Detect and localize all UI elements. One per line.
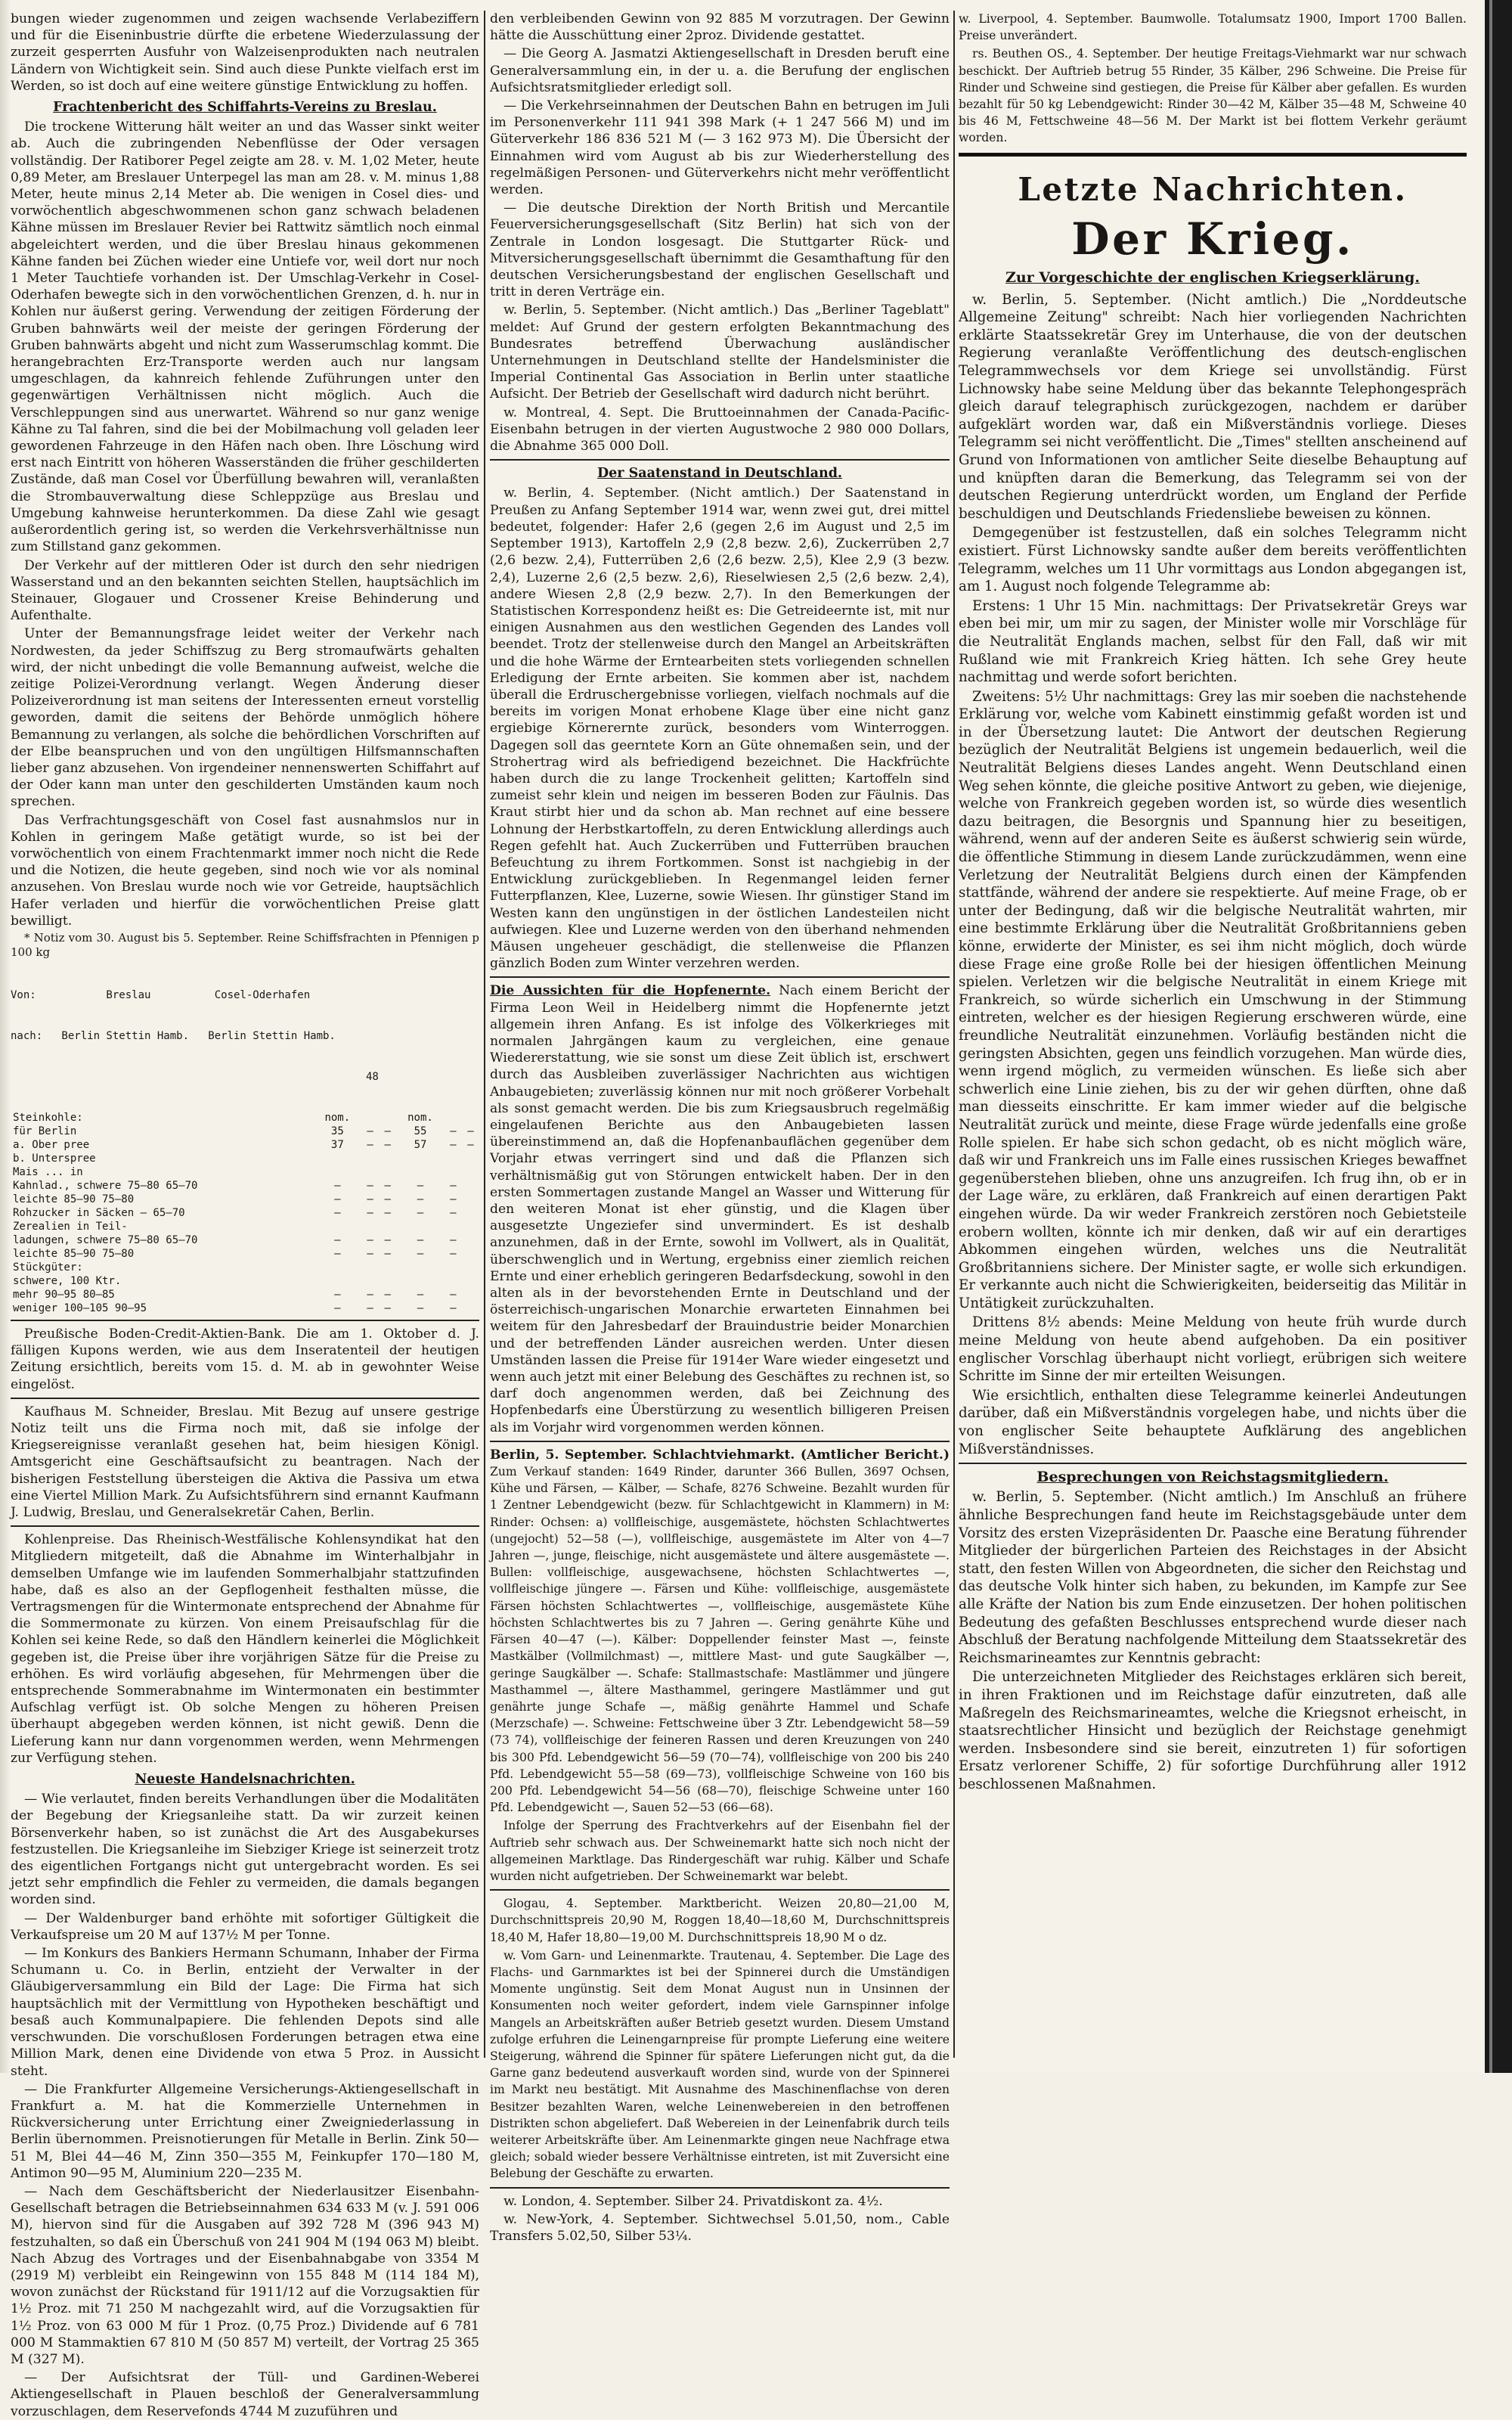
freight-table-cell bbox=[462, 1302, 479, 1315]
divider bbox=[490, 1889, 950, 1891]
freight-table-cell: für Berlin bbox=[13, 1125, 77, 1137]
freight-table-cell bbox=[462, 1220, 479, 1233]
freight-table-cell: Zerealien in Teil- bbox=[13, 1220, 128, 1233]
freight-table-cell bbox=[396, 1152, 445, 1165]
freight-table-cell: — bbox=[367, 1206, 373, 1219]
article-body bbox=[959, 291, 1467, 1459]
article-subtitle: Zur Vorgeschichte der englischen Kriegserklärung. bbox=[1005, 268, 1420, 286]
freight-table-cell: — bbox=[450, 1179, 457, 1192]
divider bbox=[490, 2187, 950, 2189]
freight-table-cell bbox=[379, 1274, 396, 1288]
article-text: Kohlenpreise. Das Rheinisch-Westfälische Kohlensyndikat hat den Mitgliedern mitgeteilt, daß die Abnahme im Winterhalbjahr in demselben Umfange wie im laufenden Sommerhalbjahr stattzufinden habe, daß es also an der Gepflogenheit festhalten müsse, die Vertragsmengen für die Wintermonate entsprechend der Abnahme für die Sommermonate zu kürzen. Von einem Preisaufschlag für die Kohlen sei keine Rede, so daß den Händlern keinerlei die Möglichkeit gegeben ist, die Preise über ihre vorjährigen Sätze für die Preise zu erhöhen. Es wird vorläufig abgesehen, für Mehrmengen über die entsprechende Sommerabnahme im Wintermonaten ein bestimmter Aufschlag verfügt ist. Ob solche Mengen zu höheren Preisen überhaupt abgegeben werden können, ist nicht gewiß. Denn die Lieferung kann nur dann vorgenommen werden, wenn Mehrmengen zur Verfügung stehen. bbox=[11, 1532, 479, 1766]
freight-table-cell bbox=[462, 1165, 479, 1179]
article-text: — Im Konkurs des Bankiers Hermann Schumann, Inhaber der Firma Schumann u. Co. in Berlin, entzieht der Verwalter in der Gläubigerversammlung ein Bild der Lage: Die Firma hat sich hauptsächlich mit der Vermittlung von Hypotheken beschäftigt und besaß auch Kommunalpapiere. Die fehlenden Depots sind alle verschwunden. Die vorschußlosen Forderungen betragen etwa eine Million Mark, denen eine Dividende von etwa 5 Proz. in Aussicht steht. bbox=[11, 1946, 479, 2079]
freight-table-cell: Kahnlad., schwere 75—80 65—70 bbox=[13, 1179, 198, 1192]
article-text: Das Verfrachtungsgeschäft von Cosel fast ausnahmslos nur in Kohlen in geringem Maße getätigt wurde, so ist bei der vorwöchentlich von einem Frachtenmarkt immer noch nicht die Rede und die Notizen, die heute gegeben, sind noch wie vor als nominal anzusehen. Von Breslau wurde noch wie vor Getreide, hauptsächlich Hafer verladen und hierfür die vorwöchentlichen Preise glatt bewilligt. bbox=[11, 812, 479, 929]
article-text bbox=[490, 982, 950, 1435]
section-title: Letzte Nachrichten. bbox=[1018, 170, 1408, 208]
freight-table-cell: b. Unterspree bbox=[13, 1152, 96, 1165]
article-text: Erstens: 1 Uhr 15 Min. nachmittags: Der Privatsekretär Greys war eben bei mir, um mir zu sagen, der Minister wolle mir Vorschläge für die Neutralität Englands machen, selbst für den Fall, daß wir mit Rußland wie mit Frankreich Krieg hätten. Ich sehe Grey heute nachmittag und werde sofort berichten. bbox=[959, 597, 1467, 686]
divider bbox=[11, 1525, 479, 1527]
freight-table-cell: — bbox=[450, 1193, 457, 1205]
freight-table-cell bbox=[462, 1288, 479, 1302]
freight-table-row bbox=[11, 1206, 479, 1220]
article-text: w. New-York, 4. September. Sichtwechsel 5.01,50, nom., Cable Transfers 5.02,50, Silber 53¼. bbox=[490, 2211, 950, 2244]
freight-table-row bbox=[11, 1152, 479, 1165]
column-3 bbox=[959, 11, 1467, 2058]
section-heading: Der Saatenstand in Deutschland. bbox=[596, 466, 843, 482]
freight-table-cell: — bbox=[384, 1206, 391, 1219]
section-title: Der Krieg. bbox=[1071, 213, 1354, 265]
article-text: w. Berlin, 4. September. (Nicht amtlich.) Der Saatenstand in Preußen zu Anfang September 1914 war, wenn zwei gut, drei mittel bedeutet, folgender: Hafer 2,6 (gegen 2,6 im August und 2,5 im September 1913), Kartoffeln 2,9 (2,8 bezw. 2,6), Zuckerrüben 2,7 (2,6 bezw. 2,4), Futterrüben 2,6 (2,6 bezw. 2,5), Klee 2,9 (3 bezw. 2,4), Luzerne 2,6 (2,5 bezw. 2,6), Rieselwiesen 2,5 (2,6 bezw. 2,4), andere Wiesen 2,8 (2,9 bezw. 2,7). In den Bemerkungen der Statistischen Korrespondenz heißt es: Die Getreideernte ist, mit nur einigen Ausnahmen aus den westlichen Gegenden des Landes voll beendet. Trotz der stellenweise durch den Mangel an Arbeitskräften und die hohe Wärme der Erntearbeiten stets vorliegenden schnellen Erledigung der Ernte arbeiten. Sie kommen aber ist, nachdem überall die Erdruschergebnisse vorliegen, vielfach nochmals auf die bereits im vorigen Monat erhobene Klage über eine nicht ganz ergiebige Körnerernte zurück, besonders vom Winterroggen. Dagegen soll das geerntete Korn an Güte ohnemaßen sein, und der Strohertrag wird als befriedigend bezeichnet. Die Hackfrüchte haben durch die zu lange Trockenheit gelitten; Kartoffeln sind zumeist sehr klein und neigen im besseren Boden zur Fäulnis. Das Kraut stirbt hier und da schon ab. Man rechnet auf eine bessere Lohnung der Herbstkartoffeln, zu deren Entwicklung allerdings auch Regen gefehlt hat. Auch Zuckerrüben und Futterrüben brauchen Befeuchtung zu ihrem Fortkommen. Sonst ist nachgiebig in der Entwicklung zurückgeblieben. In Regenmangel leiden ferner Futterpflanzen, Klee, Luzerne, sowie Wiesen. Ihr günstiger Stand im Westen kann den ungünstigen in der östlichen Landesteilen nicht aufwiegen. Klee und Luzerne werden von den überhand nehmenden Mäusen ungeheuer geschädigt, die stellenweise die Pflanzen gänzlich Boden zum Winter verzehren werden. bbox=[490, 486, 950, 972]
freight-table-cell: — bbox=[384, 1233, 391, 1246]
freight-table-cell: — bbox=[367, 1138, 373, 1151]
freight-table-cell: 57 bbox=[414, 1138, 427, 1151]
freight-table-cell bbox=[379, 1152, 396, 1165]
freight-table-cell bbox=[361, 1261, 379, 1274]
freight-table-row bbox=[11, 1233, 479, 1247]
freight-table-cell bbox=[445, 1261, 462, 1274]
article-text: Wie ersichtlich, enthalten diese Telegramme keinerlei Andeutungen darüber, daß ein Mißverständnis vorgelegen habe, und nichts über die von englischer Seite behauptete Aufklärung des angeblichen Mißverständnisses. bbox=[959, 1387, 1467, 1457]
freight-table-cell bbox=[462, 1261, 479, 1274]
freight-table-cell: — bbox=[334, 1193, 341, 1205]
freight-table-row bbox=[11, 1165, 479, 1179]
freight-table-row bbox=[11, 1302, 479, 1315]
article-text: — Die Verkehrseinnahmen der Deutschen Bahn en betrugen im Juli im Personenverkehr 111 941 398 Mark (+ 1 247 566 M) und im Güterverkehr 186 836 521 M (— 3 162 973 M). Die Übersicht der Einnahmen wird vom August ab bis zur Wiederherstellung des regelmäßigen Personen- und Güterverkehrs nicht mehr veröffentlicht werden. bbox=[490, 98, 950, 198]
freight-table-cell: — bbox=[417, 1206, 424, 1219]
article-text: Die unterzeichneten Mitglieder des Reichstages erklären sich bereit, in ihren Fraktionen und im Reichstage dafür einzutreten, daß alle Maßregeln des Reichsmarineamtes, welche die Kriegsnot erheischt, in staatsrechtlicher Hinsicht und bezüglich der Reichstage genehmigt werden. Insbesondere sind sie bereit, einzutreten 1) für sofortigen Ersatz verlorener Schiffe, 2) für sofortige Durchführung aller 1912 beschlossenen Maßnahmen. bbox=[959, 1669, 1467, 1792]
freight-table-cell bbox=[445, 1274, 462, 1288]
article-text: rs. Beuthen OS., 4. September. Der heutige Freitags-Viehmarkt war nur schwach beschickt. Der Auftrieb betrug 55 Rinder, 35 Kälber, 296 Schweine. Die Preise für Rinder und Schweine sind gestiegen, die Preise für Kälber aber gefallen. Es wurden bezahlt für 50 kg Lebendgewicht: Rinder 30—42 M, Kälber 35—48 M, Schweine 40 bis 46 M, Fettschweine 48—56 M. Der Markt ist bei flottem Verkehr geräumt worden. bbox=[959, 47, 1467, 145]
freight-table-cell: leichte 85—90 75—80 bbox=[13, 1247, 135, 1260]
freight-table-cell: — bbox=[450, 1247, 457, 1260]
article-text: den verbleibenden Gewinn von 92 885 M vorzutragen. Der Gewinn hätte die Ausschüttung einer 2proz. Dividende gestattet. bbox=[490, 11, 950, 44]
freight-table-cell bbox=[462, 1152, 479, 1165]
freight-table-cell: leichte 85—90 75—80 bbox=[13, 1193, 135, 1205]
divider bbox=[490, 459, 950, 461]
freight-table-cell bbox=[462, 1111, 479, 1125]
article-text: Infolge der Sperrung des Frachtverkehrs auf der Eisenbahn fiel der Auftrieb sehr schwach aus. Der Schweinemarkt hatte sich noch nicht der allgemeinen Marktlage. Das Rindergeschäft war ruhig. Kälber und Schafe wurden nicht aufgetrieben. Der Schweinemarkt war belebt. bbox=[490, 1819, 950, 1883]
freight-table-cell bbox=[396, 1220, 445, 1233]
freight-table-cell: — bbox=[417, 1302, 424, 1314]
freight-header-line: nach: Berlin Stettin Hamb. Berlin Stettin Hamb. bbox=[11, 1029, 336, 1042]
freight-table-cell bbox=[445, 1165, 462, 1179]
freight-table-cell: — bbox=[384, 1179, 391, 1192]
freight-table-cell bbox=[361, 1111, 379, 1125]
freight-table-row bbox=[11, 1193, 479, 1206]
freight-table-cell bbox=[462, 1247, 479, 1261]
freight-table-cell bbox=[462, 1193, 479, 1206]
freight-table-cell: — bbox=[367, 1179, 373, 1192]
divider bbox=[490, 1441, 950, 1442]
freight-table-cell: — bbox=[334, 1247, 341, 1260]
freight-table-row bbox=[11, 1138, 479, 1152]
freight-table-cell: — bbox=[367, 1233, 373, 1246]
freight-table-cell: — bbox=[467, 1125, 474, 1137]
article-text: Der Verkehr auf der mittleren Oder ist durch den sehr niedrigen Wasserstand und an den bekannten seichten Stellen, hauptsächlich im Steinauer, Glogauer und Crossener Kreise Behinderung und Aufenthalte. bbox=[11, 557, 479, 624]
article-text: — Nach dem Geschäftsbericht der Niederlausitzer Eisenbahn-Gesellschaft betragen die Betriebseinnahmen 634 633 M (v. J. 591 006 M), hiervon sind für die Ausgaben auf 392 728 M (396 943 M) festzuhalten, so daß ein Überschuß von 241 904 M (194 063 M) bleibt. Nach Abzug des Vortrages und der Eisenbahnabgabe von 3354 M (2919 M) verbleibt ein Reingewinn von 155 848 M (114 184 M), wovon zunächst der Rückstand für 1911/12 auf die Vorzugsaktien für 1½ Proz. mit 71 250 M nachgezahlt wird, auf die Vorzugsaktien für 1½ Proz. von 63 000 M für 1 Proz. (0,75 Proz.) Dividende auf 6 781 000 M Stammaktien 67 810 M (50 857 M) verteilt, der Vortrag 25 365 M (327 M). bbox=[11, 2183, 479, 2367]
freight-table-cell bbox=[379, 1261, 396, 1274]
article-text-body: Zum Verkauf standen: 1649 Rinder, darunter 366 Bullen, 3697 Ochsen, Kühe und Färsen, — Kälber, — Schafe, 8276 Schweine. Bezahlt wurden für 1 Zentner Lebendgewicht (bezw. für Schlachtgewicht in Klammern) in M: Rinder: Ochsen: a) vollfleischige, ausgemästete, höchsten Schlachtwertes (ungejocht) 52—58 (—), vollfleischige, ausgemästete im Alter von 4—7 Jahren —, junge, fleischige, nicht ausgemästete und ältere ausgemästete —. Bullen: vollfleischige, ausgewachsene, höchsten Schlachtwertes —, vollfleischige jüngere —. Färsen und Kühe: vollfleischige, ausgemästete Färsen höchsten Schlachtwertes —, vollfleischige, ausgemästete Kühe höchsten Schlachtwertes bis zu 7 Jahren —. Gering genährte Kühe und Färsen 40—47 (—). Kälber: Doppellender feinster Mast —, feinste Mastkälber (Vollmilchmast) —, mittlere Mast- und gute Saugkälber —, geringe Saugkälber —. Schafe: Stallmastschafe: Mastlämmer und jüngere Masthammel —, ältere Masthammel, geringere Mastlämmer und gut genährte junge Schafe —, mäßig genährte Hammel und Schafe (Merzschafe) —. Schweine: Fettschweine über 3 Ztr. Lebendgewicht 58—59 (73 74), vollfleischige der feineren Rassen und deren Kreuzungen von 240 bis 300 Pfd. Lebendgewicht 56—59 (70—74), vollfleischige von 200 bis 240 Pfd. Lebendgewicht 55—58 (69—73), vollfleischige Schweine von 160 bis 200 Pfd. Lebendgewicht 54—56 (68—70), fleischige Schweine unter 160 Pfd. Lebendgewicht —, Sauen 52—53 (66—68). bbox=[490, 1465, 950, 1815]
freight-table-cell bbox=[462, 1206, 479, 1220]
column-1 bbox=[11, 11, 479, 2419]
freight-table-cell bbox=[462, 1274, 479, 1288]
article-dateline: Berlin, 5. September. Schlachtviehmarkt. (Amtlicher Bericht.) bbox=[490, 1447, 950, 1463]
article-text: Die trockene Witterung hält weiter an und das Wasser sinkt weiter ab. Auch die zubringenden Nebenflüsse der Oder versagen vollständig. Der Ratiborer Pegel zeigte am 28. v. M. 1,02 Meter, heute 0,89 Meter, am Breslauer Unterpegel las man am 28. v. M. minus 1,88 Meter, heute minus 2,14 Meter ab. Die wenigen in Cosel dies- und vorwöchentlich abgeschwommenen schon ganz schwach beladenen Kähne müssen im Breslauer Revier bei Rattwitz sämtlich noch einmal abgeleichtert werden, und die über Breslau hinaus gekommenen Kähne fanden bei Züchen wieder eine Untiefe vor, weil dort nur noch 1 Meter Tauchtiefe vorhanden ist. Der Umschlag-Verkehr in Cosel-Oderhafen bewegte sich in den vorwöchentlichen Grenzen, d. h. nur in Kohlen nur äußerst gering. Verwendung der zeitigen Förderung der Gruben bahnwärts weil der meiste der geringen Förderung der Gruben bahnwärts abgeht und nicht zum Wasserumschlag kommt. Die herangebrachten Erz-Transporte werden auch nur langsam umgeschlagen, da kahnreich fehlende Zuführungen unter den gegenwärtigen Verhältnissen nicht möglich. Auch die Verschleppungen sind aus unerwartet. Während so nur ganz wenige Kähne zu Tal fahren, sind die bei der Mobilmachung voll geladen leer gewordenen Fahrzeuge in den Häfen nach oben. Ihre Löschung wird erst nach Eintritt von höheren Wasserständen die früher geschilderten Zustände, daß man Cosel vor Überfüllung bewahren will, veranlaßten die Strombauverwaltung diese Schleppzüge aus Breslau und Umgebung kahnweise herunterkommen. Da diese Zahl wie gesagt außerordentlich gering ist, so werden die Verkehrsverhältnisse nun zum Stillstand ganz gekommen. bbox=[11, 119, 479, 555]
column-divider bbox=[953, 11, 955, 2058]
article-text: bungen wieder zugenommen und zeigen wachsende Verlabeziffern und für die Eiseninbustrie dürfte die erbetene Wiederzulassung der zurzeit gesperrten Ausfuhr von Walzeisenprodukten nach neutralen Ländern von Wichtigkeit sein. Sind auch diese Punkte vielfach erst im Werden, so ist doch auf eine weitere günstige Entwicklung zu hoffen. bbox=[11, 11, 479, 94]
article-text: — Die Frankfurter Allgemeine Versicherungs-Aktiengesellschaft in Frankfurt a. M. hat die Kommerzielle Unternehmen in Rückversicherung unter Errichtung einer Zweigniederlassung in Berlin übernommen. Preisnotierungen für Metalle in Berlin. Zink 50—51 M, Blei 44—46 M, Zinn 350—355 M, Feinkupfer 170—180 M, Antimon 90—95 M, Aluminium 220—235 M. bbox=[11, 2081, 479, 2181]
article-text: Preußische Boden-Credit-Aktien-Bank. Die am 1. Oktober d. J. fälligen Kupons werden, wie aus dem Inseratenteil der heutigen Zeitung ersichtlich, bereits vom 15. d. M. ab in gewohnter Weise eingelöst. bbox=[11, 1326, 479, 1392]
article-text: — Der Aufsichtsrat der Tüll- und Gardinen-Weberei Aktiengesellschaft in Plauen beschloß der Generalversammlung vorzuschlagen, dem Reservefonds 4744 M zuzuführen und bbox=[11, 2370, 479, 2419]
freight-table-cell: — bbox=[367, 1247, 373, 1260]
freight-table-cell: — bbox=[417, 1247, 424, 1260]
freight-table-cell: — bbox=[334, 1179, 341, 1192]
freight-table-cell bbox=[361, 1152, 379, 1165]
freight-table-cell: a. Ober pree bbox=[13, 1138, 90, 1151]
article-text: Demgegenüber ist festzustellen, daß ein solches Telegramm nicht existiert. Fürst Lichnowsky sandte außer dem bereits veröffentlichten Telegramm, welches um 11 Uhr vormittags aus London abgegangen ist, am 1. August noch folgende Telegramme ab: bbox=[959, 525, 1467, 595]
freight-table-cell: — bbox=[450, 1206, 457, 1219]
freight-table-cell: — bbox=[384, 1193, 391, 1205]
freight-table-cell: weniger 100—105 90—95 bbox=[13, 1302, 147, 1314]
freight-table-cell bbox=[361, 1220, 379, 1233]
freight-table-cell: — bbox=[334, 1302, 341, 1314]
freight-table bbox=[11, 1111, 479, 1315]
article-text: w. Berlin, 5. September. (Nicht amtlich.) Die „Norddeutsche Allgemeine Zeitung" schreibt: Nach hier vorliegenden Nachrichten erklärte Staatssekretär Grey im Unterhause, die von der deutschen Regierung veranlaßte Veröffentlichung des deutsch-englischen Telegrammwechsels vor dem Kriege sei unvollständig. Fürst Lichnowsky habe seine Meldung über das bekannte Telephongespräch gleich darauf telegraphisch zurückgezogen, nachdem er darüber aufgeklärt worden war, daß ein Mißverständnis vorliege. Dieses Telegramm sei nicht veröffentlicht. Die „Times" stellten anscheinend auf Grund von Informationen von amtlicher Seite dieselbe Behauptung auf und knüpften daran die Bemerkung, das Telegramm sei von der deutschen Regierung unterdrückt worden, um England der Perfide beschuldigen und Deutschlands Friedensliebe beweisen zu können. bbox=[959, 291, 1467, 522]
section-heading: Die Aussichten für die Hopfenernte. bbox=[490, 983, 771, 999]
article-text: Unter der Bemannungsfrage leidet weiter der Verkehr nach Nordwesten, da jeder Schiffszug zu Berg stromaufwärts gehalten wird, der nicht unbedingt die volle Bemannung aufweist, welche die zeitige Polizei-Verordnung verlangt. Wegen Änderung dieser Polizeiverordnung ist man seitens der Interessenten erneut vorstellig geworden, damit die seitens der Behörde unmöglich höhere Bemannung zu verlangen, als solche die behördlichen Vorschriften auf der Elbe beanspruchen und von den ungültigen Hilfsmannschaften lieber ganz abzusehen. Von irgendeiner nennenswerten Schiffahrt auf der Oder kann man unter den geschilderten Umständen kaum noch sprechen. bbox=[11, 626, 479, 810]
article-text: — Wie verlautet, finden bereits Verhandlungen über die Modalitäten der Begebung der Kriegsanleihe statt. Da wir zurzeit keinen Börsenverkehr haben, so ist zunächst die Art des Ausgabekurses festzustellen. Die Kriegsanleihe im Siebziger Kriege ist seinerzeit trotz des eigentlichen Fortgangs nicht gut untergebracht worden. Es sei jetzt sehr empfindlich die Fehler zu vermeiden, die damals begangen worden sind. bbox=[11, 1792, 479, 1908]
freight-table-cell: — bbox=[384, 1247, 391, 1260]
freight-table-cell: 35 bbox=[330, 1125, 344, 1137]
freight-table-cell: 37 bbox=[330, 1138, 344, 1151]
freight-table-cell bbox=[314, 1274, 362, 1288]
freight-table-cell bbox=[462, 1179, 479, 1193]
freight-table-cell: — bbox=[367, 1125, 373, 1137]
article-text: — Die Georg A. Jasmatzi Aktiengesellschaft in Dresden beruft eine Generalversammlung ein, in der u. a. die Berufung der englischen Aufsichtsratsmitglieder erledigt soll. bbox=[490, 46, 950, 95]
divider bbox=[11, 1398, 479, 1399]
freight-table-cell bbox=[462, 1233, 479, 1247]
freight-table-cell: — bbox=[384, 1125, 391, 1137]
divider bbox=[959, 153, 1467, 157]
article-text: w. Liverpool, 4. September. Baumwolle. Totalumsatz 1900, Import 1700 Ballen. Preise unverändert. bbox=[959, 12, 1467, 43]
freight-table-row bbox=[11, 1125, 479, 1138]
section-heading: Besprechungen von Reichstagsmitgliedern. bbox=[1036, 1469, 1389, 1486]
freight-table-cell: nom. bbox=[407, 1111, 433, 1124]
freight-table-cell bbox=[314, 1220, 362, 1233]
article-text: Zweitens: 5½ Uhr nachmittags: Grey las mir soeben die nachstehende Erklärung vor, welche vom Kabinett einstimmig gefaßt worden ist und in der Übersetzung lautet: Die Antwort der deutschen Regierung bezüglich der Neutralität Belgiens ist ungemein bedauerlich, weil die Neutralität Belgiens dieses Landes angeht. Wenn Deutschland einen Weg sehen könnte, die gleiche positive Antwort zu geben, wie diejenige, welche von Frankreich gegeben worden ist, so würde dies wesentlich dazu beitragen, die Besorgnis und Spannung hier zu beseitigen, während, wenn auf der anderen Seite es äußerst schwierig sein würde, die öffentliche Stimmung in diesem Lande zurückzudämmen, wenn eine Verletzung der Neutralität Belgiens durch einen der Kämpfenden stattfände, während der andere sie respektierte. Auf meine Frage, ob er unter der Bedingung, daß wir die belgische Neutralität wahrten, mir eine bestimmte Erklärung über die Neutralität Großbritanniens geben könne, erwiderte der Minister, es sei ihm nicht möglich, doch würde diese Frage eine große Rolle bei der hiesigen öffentlichen Meinung spielen. Verletzen wir die belgische Neutralität in einem Kriege mit Frankreich, so würde sicherlich ein Umschwung in der Stimmung eintreten, welcher es der hiesigen Regierung erschweren würde, eine freundliche Neutralität einzunehmen. Vorläufig beständen nicht die geringsten Absichten, gegen uns feindlich vorzugehen. Man würde dies, wenn irgend möglich, zu vermeiden wünschen. Es ließe sich aber schwerlich eine Linie ziehen, bis zu der wir gehen dürften, ohne daß man diesseits einschritte. Er kam immer wieder auf die belgische Neutralität zurück und meinte, diese Frage würde jedenfalls eine große Rolle spielen. Er habe sich schon gedacht, ob es nicht möglich wäre, daß wir und Frankreich uns im Falle eines russischen Krieges bewaffnet gegenüberstehen blieben, ohne uns anzugreifen. Ich frug ihn, ob er in der Lage wäre, zu erklären, daß Frankreich auf einen derartigen Pakt eingehen würde. Da wir weder Frankreich zerstören noch Gebietsteile erobern wollten, könnte ich mir denken, daß wir auf ein derartiges Abkommen eingehen würden, welches uns die Neutralität Großbritanniens sichere. Der Minister sagte, er wolle sich erkundigen. Er verkannte auch nicht die Schwierigkeiten, beiderseitig das Militär in Untätigkeit zurückzuhalten. bbox=[959, 688, 1467, 1311]
article-text-body: Nach einem Bericht der Firma Leon Weil in Heidelberg nimmt die Hopfenernte jetzt allgemein ihren Anfang. Es ist infolge des Völkerkrieges mit normalen Jahrgängen kaum zu vergleichen, eine genaue Wiedererstattung, wie sie sonst um diese Zeit üblich ist, erschwert durch das Ausbleiben zuverlässiger Nachrichten aus wichtigen Anbaugebieten; zuverlässig können nur mit noch größerer Vorbehalt als sonst gemacht werden. Die bis zum Kriegsausbruch regelmäßig eingelaufenen Berichte aus den Anbaugebieten lassen übereinstimmend an, daß die Hopfenanbauflächen gegenüber dem Vorjahr etwas verringert sind und daß die Pflanzen sich verhältnismäßig gut von Störungen entwickelt haben. Der in den ersten Sommertagen zustande Mangel an Wasser und Witterung für den weiteren Monat ist eher günstig, und die Klagen über ausgesetzte Ungeziefer sind unvermindert. Es ist deshalb anzunehmen, daß in der Ernte, sowohl im Vollwert, als in Qualität, überschwenglich und in Wertung, ergebniss einer ziemlich reichen Ernte und einer erheblich geringeren Bedarfsdeckung, sowohl in den alten als in der bevorstehenden Ernte in Deutschland und der österreichisch-ungarischen Monarchie erwarteten Einnahmen bei weitem für den Jahresbedarf der Brauindustrie beider Monarchien und der betreffenden Länder ausreichen werden. Unter diesen Umständen lassen die Preise für 1914er Ware wieder eingesetzt und wenn auch jetzt mit einer Belebung des Geschäftes zu rechnen ist, so darf doch angenommen werden, daß bei Zeichnung des Hopfenbedarfs eine Überstürzung zu wesentlich billigeren Preisen als im Vorjahr wird vorgenommen werden können. bbox=[490, 983, 950, 1435]
freight-table-row bbox=[11, 1220, 479, 1233]
article-text: w. Vom Garn- und Leinenmarkte. Trautenau, 4. September. Die Lage des Flachs- und Garnmarktes ist bei der Spinnerei durch die Umständigen Momente ungünstig. Seit dem Monat August nun in Unsinnen der Konsumenten noch weiter gefordert, indem viele Garnspinner infolge Mangels an Arbeitskräften außer Betrieb gesetzt wurden. Diesem Umstand zufolge erfuhren die Leinengarnpreise für prompte Lieferung eine weitere Steigerung, während die Spinner für spätere Lieferungen nicht gut, da die Garne ganz bedeutend ausverkauft worden sind, wurde von der Spinnerei im Markt neu bestätigt. Mit Ausnahme des Maschinenflachse von deren Besitzer bezahlten Waren, welche Leinenwebereien in den betroffenen Distrikten schon abgeliefert. Daß Webereien in der Leinenfabrik durch teils weiterer Arbeitskräfte über. Am Leinenmarkte gingen neue Nachfrage etwa gleich; sobald wieder bessere Verhältnisse eintreten, ist mit Zuversicht eine Belebung der Geschäfte zu erwarten. bbox=[490, 1948, 950, 2181]
column-divider bbox=[484, 11, 485, 2058]
freight-table-cell: — bbox=[450, 1288, 457, 1301]
freight-table-cell: — bbox=[334, 1233, 341, 1246]
divider bbox=[490, 976, 950, 978]
section-heading: Neueste Handelsnachrichten. bbox=[135, 1772, 355, 1788]
article-text: w. Berlin, 5. September. (Nicht amtlich.) Das „Berliner Tageblatt" meldet: Auf Grund der gestern erfolgten Bekanntmachung des Bundesrates betreffend Überwachung ausländischer Unternehmungen in Deutschland stellte der Handelsminister die Imperial Continental Gas Association in Berlin unter staatliche Aufsicht. Der Betrieb der Gesellschaft wird dadurch nicht berührt. bbox=[490, 302, 950, 402]
freight-table-cell bbox=[361, 1165, 379, 1179]
section-heading: Frachtenbericht des Schiffahrts-Vereins zu Breslau. bbox=[53, 100, 437, 116]
freight-table-cell: ladungen, schwere 75—80 65—70 bbox=[13, 1233, 198, 1246]
freight-table-row bbox=[11, 1111, 479, 1125]
article-text: — Die deutsche Direktion der North British und Mercantile Feuerversicherungsgesellschaft (Sitz Berlin) hat sich von der Zentrale in London losgesagt. Die Stuttgarter Rück- und Mitversicherungsgesellschaft übernimmt die Gesamthaftung für den deutschen Versicherungsbestand der englischen Gesellschaft und tritt in deren Verträge ein. bbox=[490, 200, 950, 300]
divider bbox=[959, 1463, 1467, 1464]
page-right-edge bbox=[1485, 0, 1512, 2073]
freight-table-cell: Steinkohle: bbox=[13, 1111, 83, 1124]
freight-table-cell bbox=[361, 1274, 379, 1288]
freight-table-cell: — bbox=[417, 1288, 424, 1301]
article-text: w. Montreal, 4. Sept. Die Bruttoeinnahmen der Canada-Pacific-Eisenbahn betrugen in der vierten Augustwoche 2 980 000 Dollars, die Abnahme 365 000 Doll. bbox=[490, 405, 950, 455]
freight-table-cell: — bbox=[367, 1288, 373, 1301]
page-gutter-shadow bbox=[0, 0, 11, 2073]
freight-table-cell: — bbox=[384, 1302, 391, 1314]
freight-table-cell: — bbox=[450, 1125, 457, 1137]
freight-table-header bbox=[11, 961, 479, 1111]
article-text: — Der Waldenburger band erhöhte mit sofortiger Gültigkeit die Verkaufspreise um 20 M auf 137½ M per Tonne. bbox=[11, 1910, 479, 1943]
freight-table-row bbox=[11, 1288, 479, 1302]
freight-table-row bbox=[11, 1261, 479, 1274]
freight-table-cell bbox=[445, 1111, 462, 1125]
freight-table-cell: — bbox=[417, 1179, 424, 1192]
freight-table-cell: 55 bbox=[414, 1125, 427, 1137]
freight-table-cell: Rohzucker in Säcken — 65—70 bbox=[13, 1206, 185, 1219]
freight-table-cell bbox=[379, 1165, 396, 1179]
freight-table-cell: — bbox=[417, 1233, 424, 1246]
freight-table-cell bbox=[379, 1111, 396, 1125]
freight-table-cell: nom. bbox=[324, 1111, 351, 1124]
article-text bbox=[490, 1447, 950, 1816]
freight-table-cell: schwere, 100 Ktr. bbox=[13, 1274, 122, 1287]
freight-table-cell bbox=[445, 1220, 462, 1233]
freight-table-cell: — bbox=[334, 1288, 341, 1301]
divider bbox=[11, 1320, 479, 1321]
article-text: w. Berlin, 5. September. (Nicht amtlich.) Im Anschluß an frühere ähnliche Besprechungen fand heute im Reichstagsgebäude unter dem Vorsitz des ersten Vizepräsidenten Dr. Paasche eine Beratung führender Mitglieder der bürgerlichen Parteien des Reichstages in der Absicht statt, den festen Willen von Abgeordneten, die sicher den Reichstag und das deutsche Volk hinter sich haben, zu bekunden, im Kampfe zur See alle Kräfte der Nation bis zum Ende einzusetzen. Der hohen politischen Bedeutung des gefaßten Beschlusses entsprechend wurde dieser nach Abschluß der Beratung nachfolgende Mitteilung dem Staatssekretär des Reichsmarineamtes zur Kenntnis gebracht: bbox=[959, 1489, 1467, 1666]
freight-table-cell: — bbox=[450, 1233, 457, 1246]
freight-table-cell: mehr 90—95 80—85 bbox=[13, 1288, 115, 1301]
article-text: Kaufhaus M. Schneider, Breslau. Mit Bezug auf unsere gestrige Notiz teilt uns die Firma noch mit, daß sie infolge der Kriegsereignisse veranlaßt gesehen hat, beim hiesigen Königl. Amtsgericht eine Geschäftsaufsicht zu beantragen. Nach der bisherigen Feststellung übersteigen die Aktiva die Passiva um etwa eine Viertel Million Mark. Zu Aufsichtsführern sind ernannt Kaufmann J. Ludwig, Breslau, und Generalsekretär Cahen, Berlin. bbox=[11, 1404, 479, 1520]
freight-table-cell: Mais ... in bbox=[13, 1165, 83, 1178]
freight-table-cell: — bbox=[467, 1138, 474, 1151]
freight-table-cell: — bbox=[450, 1138, 457, 1151]
freight-table-cell: — bbox=[334, 1206, 341, 1219]
freight-table-cell bbox=[314, 1165, 362, 1179]
freight-table-cell bbox=[445, 1152, 462, 1165]
freight-table-cell: — bbox=[384, 1138, 391, 1151]
article-body bbox=[959, 1488, 1467, 1793]
freight-table-cell: — bbox=[384, 1288, 391, 1301]
article-text: Drittens 8½ abends: Meine Meldung von heute früh wurde durch meine Meldung von heute abend aufgehoben. Da ein positiver englischer Vorschlag überhaupt nicht vorliegt, erübrigen sich weitere Schritte im Sinne der mir erteilten Weisungen. bbox=[959, 1314, 1467, 1385]
freight-table-cell bbox=[396, 1274, 445, 1288]
freight-table-cell: Stückgüter: bbox=[13, 1261, 83, 1274]
freight-table-row bbox=[11, 1274, 479, 1288]
freight-table-cell: — bbox=[367, 1302, 373, 1314]
freight-table-cell bbox=[396, 1261, 445, 1274]
freight-note: * Notiz vom 30. August bis 5. September. Reine Schiffsfrachten in Pfennigen p 100 kg bbox=[11, 930, 479, 959]
column-2 bbox=[490, 11, 950, 2244]
freight-table-cell: — bbox=[450, 1302, 457, 1314]
freight-table-row bbox=[11, 1247, 479, 1261]
freight-table-cell bbox=[314, 1261, 362, 1274]
freight-header-line: 48 bbox=[366, 1070, 379, 1083]
article-text: w. London, 4. September. Silber 24. Privatdiskont za. 4½. bbox=[503, 2193, 883, 2209]
freight-table-cell bbox=[314, 1152, 362, 1165]
freight-table-cell: — bbox=[367, 1193, 373, 1205]
freight-table-row bbox=[11, 1179, 479, 1193]
freight-table-cell bbox=[379, 1220, 396, 1233]
article-text: Glogau, 4. September. Marktbericht. Weizen 20,80—21,00 M, Durchschnittspreis 20,90 M, Roggen 18,40—18,60 M, Durchschnittspreis 18,40 M, Hafer 18,80—19,00 M. Durchschnittspreis 18,90 M o dz. bbox=[490, 1897, 950, 1944]
freight-header-line: Von: Breslau Cosel-Oderhafen bbox=[11, 988, 311, 1001]
freight-table-cell: — bbox=[417, 1193, 424, 1205]
freight-table-cell bbox=[396, 1165, 445, 1179]
